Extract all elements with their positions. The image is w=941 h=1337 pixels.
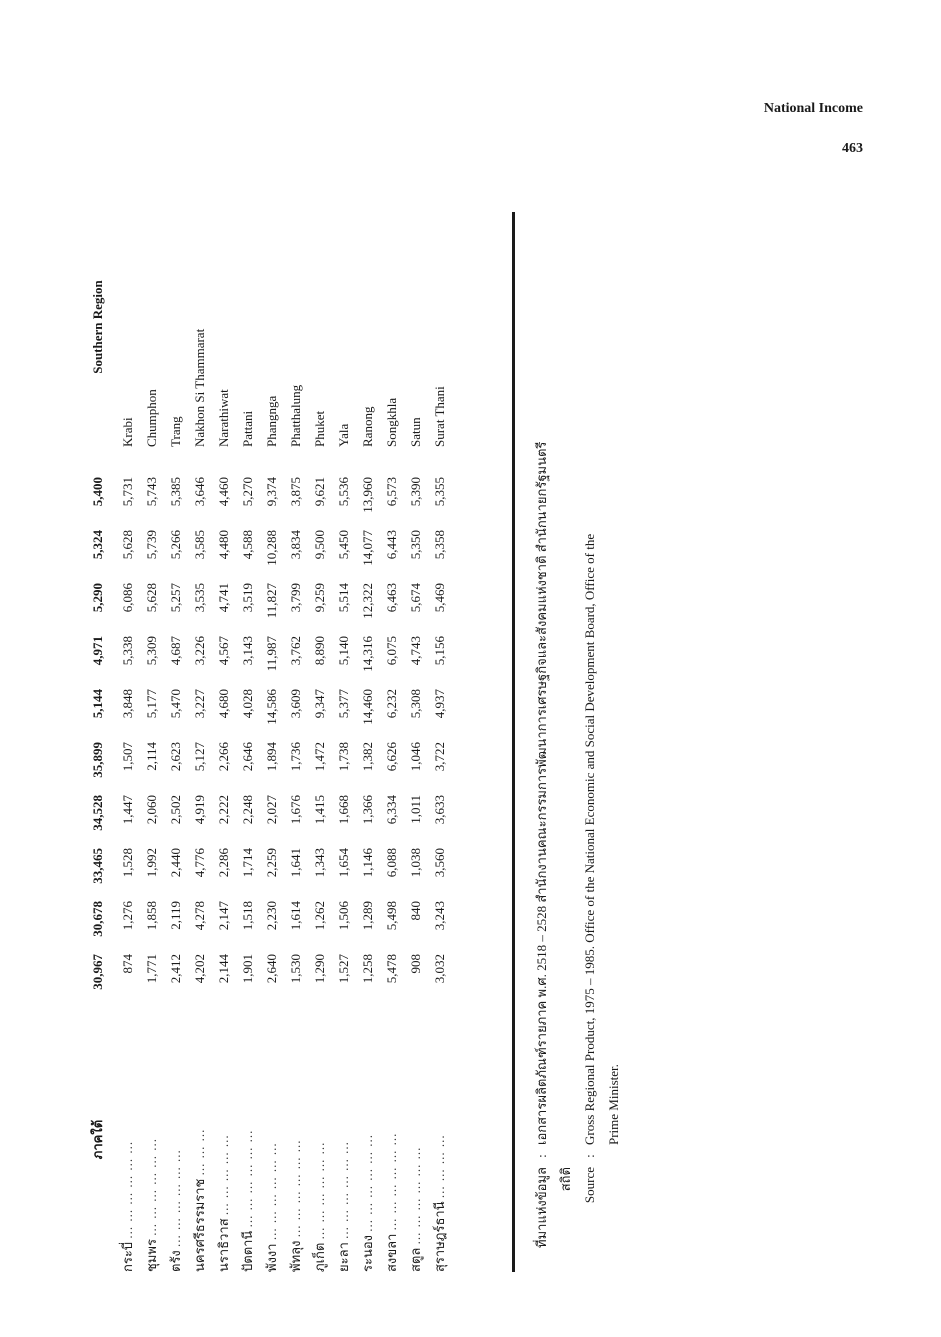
value-cell: 1,668 <box>336 795 351 825</box>
leader-dots: ... ... ... ... ... ... <box>360 1133 375 1232</box>
value-cell: 3,762 <box>288 636 303 666</box>
table-row <box>188 177 212 1272</box>
value-cell: 1,901 <box>240 954 255 984</box>
regional-income-table <box>80 177 452 1272</box>
value-cell: 1,038 <box>408 848 423 878</box>
total-cell: 35,899 <box>90 742 105 778</box>
value-cell: 1,046 <box>408 742 423 772</box>
total-cell: 5,290 <box>90 583 105 613</box>
page-title: National Income <box>763 101 863 116</box>
value-cell: 5,177 <box>144 689 159 719</box>
value-cell: 9,347 <box>312 689 327 719</box>
table-row <box>428 177 452 1272</box>
value-cell: 2,222 <box>216 795 231 825</box>
thai-province-name <box>356 1007 380 1272</box>
value-cell: 1,518 <box>240 901 255 931</box>
value-cell: 3,560 <box>432 848 447 878</box>
table-row <box>308 177 332 1272</box>
value-cell: 2,259 <box>264 848 279 878</box>
value-cell: 1,528 <box>120 848 135 878</box>
value-cell: 1,343 <box>312 848 327 878</box>
total-cell: 30,967 <box>90 954 105 990</box>
english-province-name: Narathiwat <box>216 389 231 447</box>
value-cell: 2,119 <box>168 901 183 930</box>
table-body <box>116 177 452 1272</box>
value-cell: 5,514 <box>336 583 351 613</box>
thai-province-label: ยะลา <box>336 1242 351 1272</box>
leader-dots: ... ... ... ... ... ... <box>384 1132 399 1231</box>
value-cell: 2,266 <box>216 742 231 772</box>
value-cell: 4,028 <box>240 689 255 719</box>
english-province-name: Nakhon Si Thammarat <box>192 328 207 447</box>
source-thai-line <box>530 212 578 1272</box>
source-text: Gross Regional Product, 1975 – 1985. Office of the National Economic and Social Development Board, Office of the <box>582 533 597 1145</box>
value-cell: 1,276 <box>120 901 135 931</box>
value-cell: 5,377 <box>336 689 351 719</box>
value-cell: 2,230 <box>264 901 279 931</box>
value-cell: 6,443 <box>384 530 399 560</box>
thai-province-label: พัทลุง <box>288 1240 303 1272</box>
value-cell: 1,992 <box>144 848 159 878</box>
leader-dots: ... ... ... ... ... ... <box>144 1138 159 1236</box>
value-cell: 1,614 <box>288 901 303 931</box>
value-cell: 908 <box>408 954 423 974</box>
value-cell: 9,374 <box>264 477 279 507</box>
value-cell: 840 <box>408 901 423 921</box>
value-cell: 5,450 <box>336 530 351 560</box>
value-cell: 3,875 <box>288 477 303 507</box>
thai-province-name <box>428 1007 452 1272</box>
thai-province-label: สงขลา <box>384 1233 399 1272</box>
value-cell: 4,680 <box>216 689 231 719</box>
value-cell: 5,270 <box>240 477 255 507</box>
thai-province-name <box>164 1007 188 1272</box>
value-cell: 1,527 <box>336 954 351 984</box>
thai-province-name <box>260 1007 284 1272</box>
value-cell: 2,646 <box>240 742 255 772</box>
leader-dots: ... ... ... ... ... ... <box>120 1140 135 1239</box>
thai-province-name <box>308 1007 332 1272</box>
thai-province-name <box>380 1007 404 1272</box>
value-cell: 6,086 <box>120 583 135 613</box>
value-cell: 3,227 <box>192 689 207 719</box>
value-cell: 6,232 <box>384 689 399 719</box>
leader-dots: ... ... ... ... <box>432 1134 447 1199</box>
value-cell: 6,075 <box>384 636 399 666</box>
value-cell: 4,687 <box>168 636 183 666</box>
english-province-name: Phangnga <box>264 395 279 447</box>
value-cell: 5,498 <box>384 901 399 931</box>
thai-province-label: ตรัง <box>168 1250 183 1272</box>
value-cell: 2,144 <box>216 954 231 984</box>
value-cell: 3,834 <box>288 530 303 560</box>
leader-dots: ... ... ... <box>192 1128 207 1176</box>
english-province-name: Phuket <box>312 410 327 447</box>
table-row <box>284 177 308 1272</box>
value-cell: 8,890 <box>312 636 327 666</box>
value-cell: 1,290 <box>312 954 327 984</box>
english-province-name: Trang <box>168 416 183 447</box>
value-cell: 5,536 <box>336 477 351 507</box>
value-cell: 5,257 <box>168 583 183 613</box>
value-cell: 2,248 <box>240 795 255 825</box>
value-cell: 5,156 <box>432 636 447 666</box>
table-divider-rule <box>512 212 515 1272</box>
value-cell: 3,243 <box>432 901 447 931</box>
thai-province-name <box>404 1007 428 1272</box>
value-cell: 3,799 <box>288 583 303 613</box>
value-cell: 5,140 <box>336 636 351 666</box>
leader-dots: ... ... ... ... ... ... <box>168 1149 183 1247</box>
thai-province-label: กระบี่ <box>120 1241 135 1272</box>
value-cell: 3,519 <box>240 583 255 613</box>
value-cell: 1,472 <box>312 742 327 772</box>
value-cell: 2,286 <box>216 848 231 878</box>
value-cell: 4,743 <box>408 636 423 666</box>
value-cell: 1,146 <box>360 848 375 878</box>
value-cell: 1,506 <box>336 901 351 931</box>
value-cell: 14,316 <box>360 636 375 672</box>
value-cell: 3,226 <box>192 636 207 666</box>
english-province-name: Phatthalung <box>288 384 303 447</box>
value-cell: 1,382 <box>360 742 375 772</box>
english-province-name: Ranong <box>360 406 375 447</box>
value-cell: 2,147 <box>216 901 231 931</box>
value-cell: 1,258 <box>360 954 375 984</box>
source-note <box>530 212 626 1272</box>
thai-province-label: นราธิวาส <box>216 1218 231 1272</box>
source-english-line <box>578 212 602 1272</box>
value-cell: 874 <box>120 954 135 974</box>
value-cell: 4,460 <box>216 477 231 507</box>
value-cell: 2,640 <box>264 954 279 984</box>
thai-province-label: ระนอง <box>360 1234 375 1272</box>
value-cell: 5,127 <box>192 742 207 772</box>
value-cell: 2,060 <box>144 795 159 825</box>
value-cell: 9,500 <box>312 530 327 560</box>
leader-dots: ... ... ... ... ... ... <box>336 1141 351 1239</box>
english-province-name: Pattani <box>240 410 255 447</box>
thai-province-name <box>140 1007 164 1272</box>
value-cell: 12,322 <box>360 583 375 619</box>
value-cell: 1,415 <box>312 795 327 825</box>
table-row <box>236 177 260 1272</box>
value-cell: 1,654 <box>336 848 351 878</box>
table-header-row <box>80 177 116 1272</box>
thai-province-label: สตูล <box>408 1247 423 1272</box>
total-cell: 34,528 <box>90 795 105 831</box>
value-cell: 1,714 <box>240 848 255 878</box>
value-cell: 9,259 <box>312 583 327 613</box>
value-cell: 4,567 <box>216 636 231 666</box>
value-cell: 1,771 <box>144 954 159 984</box>
value-cell: 13,960 <box>360 477 375 513</box>
value-cell: 1,289 <box>360 901 375 931</box>
value-cell: 4,202 <box>192 954 207 984</box>
value-cell: 5,385 <box>168 477 183 507</box>
value-cell: 2,114 <box>144 742 159 771</box>
value-cell: 2,502 <box>168 795 183 825</box>
value-cell: 5,309 <box>144 636 159 666</box>
value-cell: 1,507 <box>120 742 135 772</box>
value-cell: 1,736 <box>288 742 303 772</box>
total-cell: 5,400 <box>90 477 105 507</box>
english-province-name: Yala <box>336 423 351 447</box>
value-cell: 11,987 <box>264 636 279 672</box>
english-province-name: Chumphon <box>144 389 159 447</box>
value-cell: 1,447 <box>120 795 135 825</box>
thai-province-name <box>188 1007 212 1272</box>
total-cell: 33,465 <box>90 848 105 884</box>
value-cell: 1,894 <box>264 742 279 772</box>
source-colon: : <box>582 1154 597 1158</box>
leader-dots: ... ... ... ... ... ... <box>312 1141 327 1240</box>
value-cell: 3,585 <box>192 530 207 560</box>
value-cell: 6,334 <box>384 795 399 825</box>
value-cell: 1,530 <box>288 954 303 984</box>
total-cell: 4,971 <box>90 636 105 666</box>
value-cell: 4,741 <box>216 583 231 613</box>
value-cell: 6,626 <box>384 742 399 772</box>
leader-dots: ... ... ... ... ... ... <box>240 1129 255 1228</box>
value-cell: 4,278 <box>192 901 207 931</box>
total-cell: 30,678 <box>90 901 105 937</box>
value-cell: 3,722 <box>432 742 447 772</box>
value-cell: 14,460 <box>360 689 375 725</box>
english-province-name: Songkhla <box>384 397 399 447</box>
page-header <box>764 102 863 156</box>
thai-province-label: สุราษฎร์ธานี <box>432 1201 447 1272</box>
value-cell: 1,676 <box>288 795 303 825</box>
value-cell: 1,858 <box>144 901 159 931</box>
value-cell: 5,266 <box>168 530 183 560</box>
value-cell: 5,358 <box>432 530 447 560</box>
value-cell: 2,027 <box>264 795 279 825</box>
value-cell: 6,573 <box>384 477 399 507</box>
english-province-name: Satun <box>408 417 423 447</box>
value-cell: 5,355 <box>432 477 447 507</box>
value-cell: 4,919 <box>192 795 207 825</box>
table-row <box>164 177 188 1272</box>
thai-province-name <box>116 1007 140 1272</box>
thai-province-name <box>212 1007 236 1272</box>
thai-province-label: นครศรีธรรมราช <box>192 1178 207 1272</box>
thai-province-name <box>284 1007 308 1272</box>
source-thai-label: ที่มาแห่งข้อมูลสถิติ <box>534 1167 573 1248</box>
value-cell: 5,470 <box>168 689 183 719</box>
value-cell: 5,478 <box>384 954 399 984</box>
value-cell: 3,143 <box>240 636 255 666</box>
thai-province-label: ภูเก็ต <box>312 1242 327 1272</box>
rotated-statistics-table <box>80 212 620 1272</box>
value-cell: 2,623 <box>168 742 183 772</box>
value-cell: 9,621 <box>312 477 327 507</box>
value-cell: 5,739 <box>144 530 159 560</box>
total-cell: 5,144 <box>90 689 105 719</box>
table-row <box>380 177 404 1272</box>
value-cell: 3,646 <box>192 477 207 507</box>
page-number: 463 <box>842 141 863 156</box>
english-province-name: Krabi <box>120 417 135 447</box>
value-cell: 5,674 <box>408 583 423 613</box>
thai-province-name <box>236 1007 260 1272</box>
source-label: Source <box>582 1167 597 1204</box>
table-row <box>140 177 164 1272</box>
value-cell: 5,338 <box>120 636 135 666</box>
value-cell: 1,366 <box>360 795 375 825</box>
value-cell: 4,588 <box>240 530 255 560</box>
thai-province-label: พังงา <box>264 1243 279 1272</box>
english-region-header: Southern Region <box>90 280 105 374</box>
value-cell: 10,288 <box>264 530 279 566</box>
value-cell: 1,262 <box>312 901 327 931</box>
english-province-name: Surat Thani <box>432 386 447 447</box>
value-cell: 6,463 <box>384 583 399 613</box>
table-row <box>356 177 380 1272</box>
value-cell: 1,641 <box>288 848 303 878</box>
value-cell: 2,440 <box>168 848 183 878</box>
value-cell: 3,032 <box>432 954 447 984</box>
table-row <box>404 177 428 1272</box>
value-cell: 1,011 <box>408 795 423 824</box>
value-cell: 5,308 <box>408 689 423 719</box>
value-cell: 2,412 <box>168 954 183 984</box>
value-cell: 3,633 <box>432 795 447 825</box>
value-cell: 6,088 <box>384 848 399 878</box>
table-row <box>260 177 284 1272</box>
leader-dots: ... ... ... ... ... ... <box>264 1142 279 1241</box>
value-cell: 5,628 <box>120 530 135 560</box>
value-cell: 14,586 <box>264 689 279 725</box>
value-cell: 5,469 <box>432 583 447 613</box>
total-cell: 5,324 <box>90 530 105 560</box>
source-thai-text: เอกสารผลิตภัณฑ์รายภาค พ.ศ. 2518 – 2528 สำนักงานคณะกรรมการพัฒนาการเศรษฐกิจและสังคมแห่งชาติ สำนักนายกรัฐมนตรี <box>534 441 549 1145</box>
value-cell: 14,077 <box>360 530 375 566</box>
value-cell: 5,731 <box>120 477 135 507</box>
value-cell: 3,609 <box>288 689 303 719</box>
leader-dots: ... ... ... ... ... ... <box>408 1146 423 1245</box>
leader-dots: ... ... ... ... ... ... <box>288 1139 303 1238</box>
value-cell: 5,743 <box>144 477 159 507</box>
value-cell: 4,937 <box>432 689 447 719</box>
value-cell: 4,480 <box>216 530 231 560</box>
value-cell: 5,350 <box>408 530 423 560</box>
thai-province-label: ชุมพร <box>144 1239 159 1272</box>
value-cell: 4,776 <box>192 848 207 878</box>
value-cell: 3,848 <box>120 689 135 719</box>
value-cell: 1,738 <box>336 742 351 772</box>
value-cell: 5,628 <box>144 583 159 613</box>
table-row <box>332 177 356 1272</box>
table-row <box>212 177 236 1272</box>
table-row <box>116 177 140 1272</box>
source-english-continued <box>602 212 626 1272</box>
thai-province-label: ปัตตานี <box>240 1230 255 1272</box>
value-cell: 5,390 <box>408 477 423 507</box>
source-text-continued: Prime Minister. <box>606 1064 621 1145</box>
value-cell: 3,535 <box>192 583 207 613</box>
thai-province-name <box>332 1007 356 1272</box>
thai-region-header: ภาคใต้ <box>90 1119 105 1160</box>
leader-dots: ... ... ... ... ... <box>216 1134 231 1216</box>
value-cell: 11,827 <box>264 583 279 619</box>
source-colon: : <box>534 1154 549 1158</box>
